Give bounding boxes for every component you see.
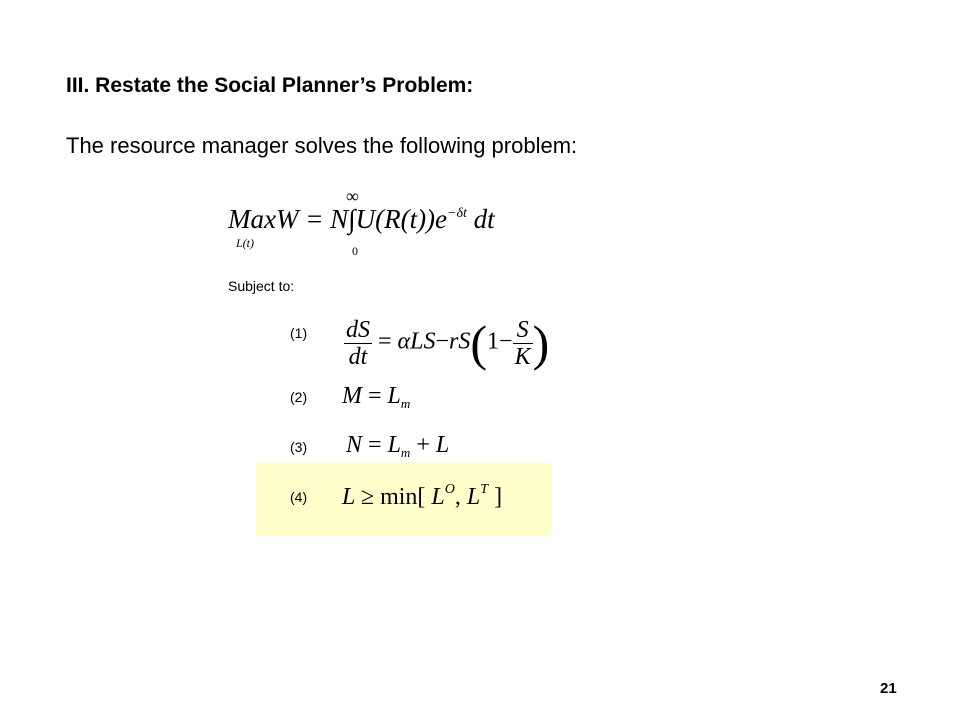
integral-upper-limit: ∞ <box>346 186 359 206</box>
subject-to-label: Subject to: <box>228 278 295 294</box>
integral-lower-limit: 0 <box>352 244 358 258</box>
constraint-2-label: (2) <box>290 389 308 405</box>
objective-expression: MaxW = $N\int U(R(t))e^{-\delta t}$ dt <box>228 204 495 234</box>
constraint-4-equation: L ≥ min[ $L^O$, $L^T$ ] <box>342 482 503 510</box>
constraint-2-equation: $M = L_m$ <box>342 383 411 411</box>
slide-heading: III. Restate the Social Planner’s Problem: <box>66 74 474 97</box>
max-subscript: L(t) <box>236 236 254 250</box>
constraint-1-equation: $\frac{dS}{dt}$ = αLS−rS(1− $\frac{S}{K}$ ) <box>346 315 550 371</box>
constraint-3-label: (3) <box>290 439 308 455</box>
objective-equation <box>228 186 528 264</box>
constraint-3-equation: $N = L_m + L$ <box>346 432 450 460</box>
constraint-4-label: (4) <box>290 489 308 505</box>
page-number: 21 <box>880 680 897 697</box>
constraint-1-label: (1) <box>290 325 308 341</box>
intro-text: The resource manager solves the following problem: <box>66 133 578 158</box>
